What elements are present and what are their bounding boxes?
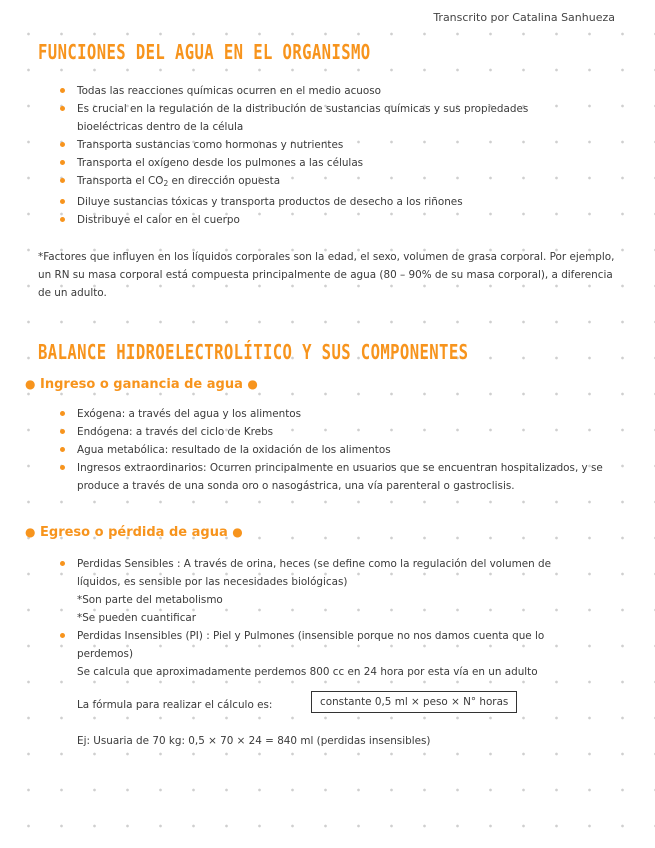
sensibles-note: *Se pueden cuantificar <box>77 612 197 624</box>
bullet-dot-icon: ● <box>232 525 243 539</box>
list-item: Exógena: a través del agua y los alimentos <box>55 405 620 423</box>
list-item: Ingresos extraordinarios: Ocurren principalmente en usuarios que se encuentran hospitalizados, y se produce a través de una sonda oro o nasogástrica, una vía parenteral o gastroclisis. <box>55 459 620 495</box>
list-item: Transporta el $CO_2$ en dirección opuesta <box>55 172 575 193</box>
subsection-ingreso: ● Ingreso o ganancia de agua ● <box>25 377 258 392</box>
list-item: Es crucial en la regulación de la distribución de sustancias químicas y sus propiedades bioeléctricas dentro de la célula <box>55 100 575 136</box>
section-title-balance: BALANCE HIDROELECTROLÍTICO Y SUS COMPONENTES <box>38 340 469 364</box>
sensibles-note: *Son parte del metabolismo <box>77 594 223 606</box>
list-item: Endógena: a través del ciclo de Krebs <box>55 423 620 441</box>
example-calculation: Ej: Usuaria de 70 kg: 0,5 × 70 × 24 = 840 ml (perdidas insensibles) <box>77 735 431 747</box>
formula-box: constante 0,5 ml × peso × N° horas <box>311 691 517 713</box>
ingreso-list <box>55 405 620 495</box>
list-item: Distribuye el calor en el cuerpo <box>55 211 575 229</box>
subsection-egreso: ● Egreso o pérdida de agua ● <box>25 525 243 540</box>
formula-label: La fórmula para realizar el cálculo es: <box>77 699 273 711</box>
transcriber-credit: Transcrito por Catalina Sanhueza <box>433 11 615 24</box>
section-title-funciones: FUNCIONES DEL AGUA EN EL ORGANISMO <box>38 40 371 64</box>
list-item: Transporta el oxígeno desde los pulmones a las células <box>55 154 575 172</box>
factores-note: *Factores que influyen en los líquidos corporales son la edad, el sexo, volumen de grasa corporal. Por ejemplo, un RN su masa corporal está compuesta principalmente de agua (80 – 90% de su masa corporal), a diferencia de un adulto. <box>38 251 615 299</box>
list-item: Agua metabólica: resultado de la oxidación de los alimentos <box>55 441 620 459</box>
list-item: Diluye sustancias tóxicas y transporta productos de desecho a los riñones <box>55 193 575 211</box>
bullet-dot-icon: ● <box>25 377 36 391</box>
egreso-list <box>55 555 580 681</box>
bullet-dot-icon: ● <box>25 525 36 539</box>
insensibles-calc: Se calcula que aproximadamente perdemos 800 cc en 24 hora por esta vía en un adulto <box>77 666 538 678</box>
funciones-list <box>55 82 575 229</box>
list-item: Todas las reacciones químicas ocurren en el medio acuoso <box>55 82 575 100</box>
list-item: Perdidas Sensibles : A través de orina, heces (se define como la regulación del volumen de líquidos, es sensible por las necesidades biológicas) *Son parte del metabolismo *Se pueden cuantificar <box>55 555 580 627</box>
bullet-dot-icon: ● <box>247 377 258 391</box>
list-item: Perdidas Insensibles (PI) : Piel y Pulmones (insensible porque no nos damos cuenta que lo perdemos) Se calcula que aproximadamente perdemos 800 cc en 24 hora por esta vía en un adulto <box>55 627 580 681</box>
list-item: Transporta sustancias como hormonas y nutrientes <box>55 136 575 154</box>
